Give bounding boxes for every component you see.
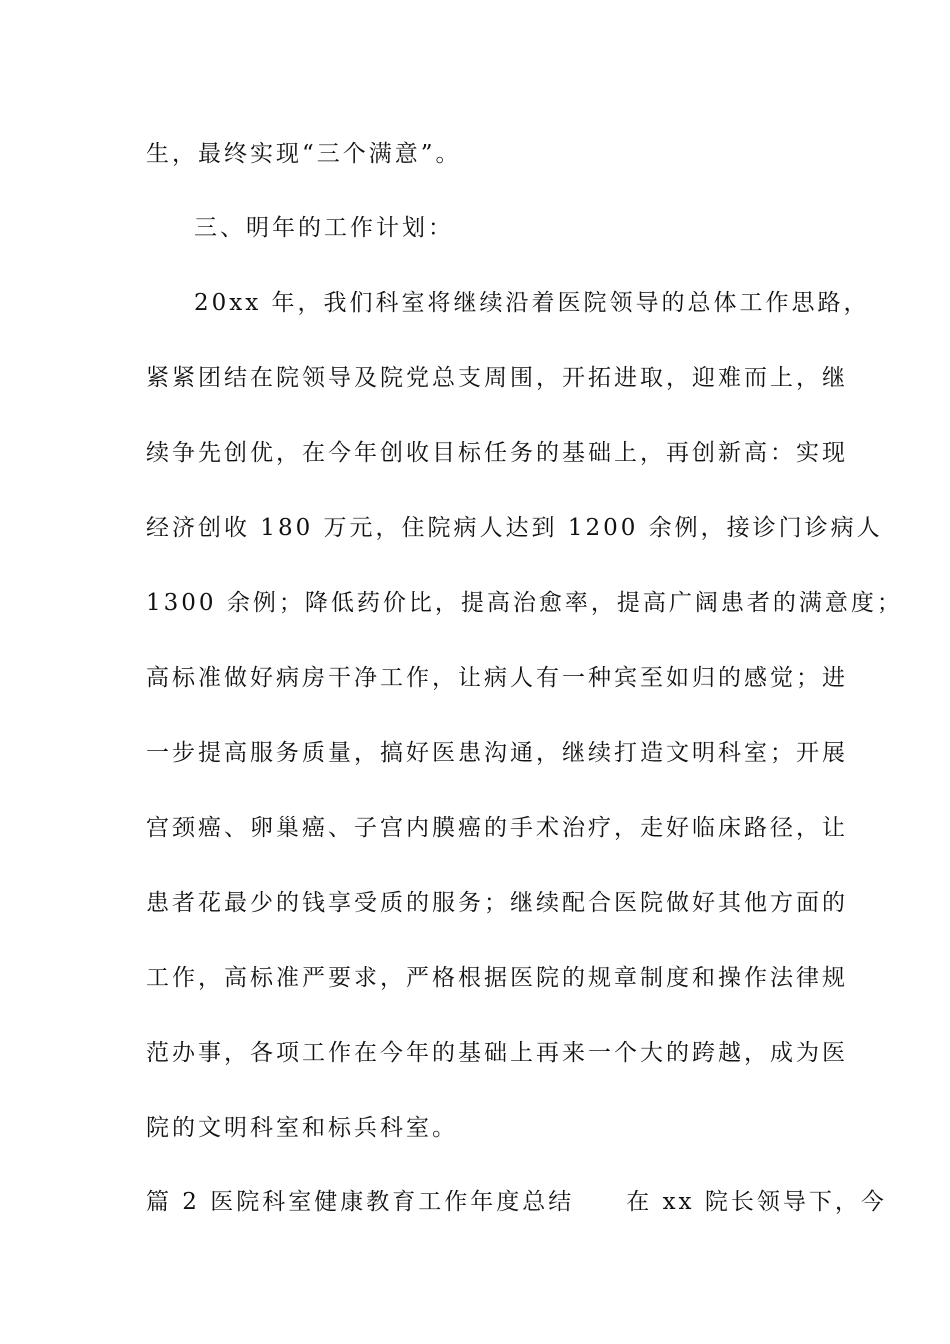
paragraph-line-6: 经济创收 180 万元，住院病人达到 1200 余例，接诊门诊病人 (146, 515, 883, 541)
paragraph-line-13: 范办事，各项工作在今年的基础上再来一个大的跨越，成为医 (146, 1040, 848, 1066)
paragraph-line-8: 高标准做好病房干净工作，让病人有一种宾至如归的感觉；进 (146, 665, 848, 691)
next-section-row (146, 1182, 887, 1222)
paragraph-line-14: 院的文明科室和标兵科室。 (146, 1115, 458, 1141)
paragraph-line-3: 20xx 年，我们科室将继续沿着医院领导的总体工作思路， (194, 290, 870, 316)
next-section-continuation: 在 xx 院长领导下，今 (626, 1189, 887, 1215)
paragraph-line-4: 紧紧团结在院领导及院党总支周围，开拓进取，迎难而上，继 (146, 365, 848, 391)
paragraph-line-5: 续争先创优，在今年创收目标任务的基础上，再创新高：实现 (146, 440, 848, 466)
paragraph-line-11: 患者花最少的钱享受质的服务；继续配合医院做好其他方面的 (146, 890, 848, 916)
paragraph-line-1: 生，最终实现“三个满意”。 (146, 141, 462, 167)
paragraph-line-7: 1300 余例；降低药价比，提高治愈率，提高广阔患者的满意度； (146, 590, 903, 616)
paragraph-line-12: 工作，高标准严要求，严格根据医院的规章制度和操作法律规 (146, 965, 848, 991)
paragraph-line-9: 一步提高服务质量，搞好医患沟通，继续打造文明科室；开展 (146, 740, 848, 766)
section-heading-plan: 三、明年的工作计划： (194, 215, 454, 241)
next-section-title: 篇 2 医院科室健康教育工作年度总结 (146, 1189, 575, 1215)
paragraph-line-10: 宫颈癌、卵巢癌、子宫内膜癌的手术治疗，走好临床路径，让 (146, 815, 848, 841)
